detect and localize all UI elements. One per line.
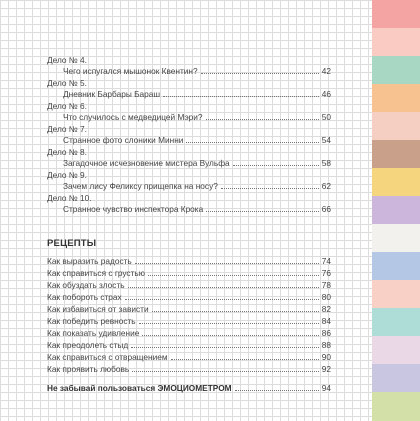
page-number: 74 [321, 256, 331, 266]
recipe-title: Как справиться с отвращением [47, 352, 168, 362]
toc-entry-case-4[interactable] [47, 55, 331, 77]
toc-case-subtitle: Странное фото слоники Минни [63, 135, 184, 145]
toc-case-subtitle: Зачем лису Феликсу прищепка на носу? [63, 181, 218, 191]
toc-case-subtitle: Что случилось с медведицей Мэри? [63, 112, 203, 122]
color-stripe [372, 308, 420, 337]
toc-case-title-text: Дело № 4. [47, 55, 87, 65]
toc-case-title-text: Дело № 8. [47, 147, 87, 157]
dot-leader [171, 352, 319, 360]
toc-entry-recipe[interactable] [47, 256, 331, 267]
toc-case-title-text: Дело № 7. [47, 124, 87, 134]
dot-leader [142, 328, 318, 336]
toc-case-title-text: Дело № 6. [47, 101, 87, 111]
toc-entry-recipe[interactable] [47, 268, 331, 279]
toc-entry-case-10[interactable] [47, 193, 331, 215]
toc-case-title [47, 55, 331, 66]
page-number: 88 [321, 340, 331, 350]
toc-entry-emotiometer[interactable] [47, 383, 331, 394]
color-stripe [372, 252, 420, 281]
toc-entry-recipe[interactable] [47, 280, 331, 291]
toc-entry-recipe[interactable] [47, 292, 331, 303]
page-number: 92 [321, 364, 331, 374]
emotiometer-title: Не забывай пользоваться ЭМОЦИОМЕТРОМ [47, 383, 232, 393]
color-stripe [372, 224, 420, 253]
color-stripes-edge [372, 0, 420, 420]
recipe-title: Как преодолеть стыд [47, 340, 129, 350]
dot-leader [221, 181, 319, 189]
dot-leader [235, 383, 319, 391]
toc-case-subtitle-line [47, 66, 331, 77]
recipe-title: Как обуздать злость [47, 280, 125, 290]
toc-case-title-text: Дело № 5. [47, 78, 87, 88]
toc-case-title [47, 193, 331, 204]
page-number: 80 [321, 292, 331, 302]
color-stripe [372, 196, 420, 225]
page-number: 58 [321, 158, 331, 168]
page-number: 82 [321, 304, 331, 314]
recipe-title: Как побороть страх [47, 292, 122, 302]
toc-case-subtitle: Загадочное исчезновение мистера Вульфа [63, 158, 230, 168]
dot-leader [206, 204, 319, 212]
toc-entry-recipe[interactable] [47, 352, 331, 363]
color-stripe [372, 336, 420, 365]
dot-leader [206, 112, 319, 120]
page-number: 54 [321, 135, 331, 145]
dot-leader [139, 316, 319, 324]
page-number: 84 [321, 316, 331, 326]
toc-case-title [47, 78, 331, 89]
recipe-title: Как избавиться от зависти [47, 304, 149, 314]
toc-entry-case-7[interactable] [47, 124, 331, 146]
page-number: 62 [321, 181, 331, 191]
dot-leader [148, 268, 319, 276]
toc-entry-case-6[interactable] [47, 101, 331, 123]
toc-entry-recipe[interactable] [47, 316, 331, 327]
recipe-title: Как выразить радость [47, 256, 132, 266]
toc-case-title [47, 170, 331, 181]
dot-leader [132, 364, 319, 372]
color-stripe [372, 392, 420, 421]
toc-entry-recipe[interactable] [47, 364, 331, 375]
recipes-heading: РЕЦЕПТЫ [47, 238, 97, 249]
toc-case-subtitle-line [47, 89, 331, 100]
color-stripe [372, 112, 420, 141]
toc-case-subtitle-line [47, 112, 331, 123]
color-stripe [372, 364, 420, 393]
toc-case-title [47, 147, 331, 158]
toc-case-subtitle: Странное чувство инспектора Крока [63, 204, 204, 214]
recipe-title: Как справиться с грустью [47, 268, 145, 278]
dot-leader [233, 158, 319, 166]
color-stripe [372, 0, 420, 29]
recipe-title: Как победить ревность [47, 316, 136, 326]
toc-entry-case-5[interactable] [47, 78, 331, 100]
dot-leader [186, 135, 318, 143]
page-number: 78 [321, 280, 331, 290]
toc-entry-case-9[interactable] [47, 170, 331, 192]
page-number: 46 [321, 89, 331, 99]
toc-case-subtitle: Чего испугался мышонок Квентин? [63, 66, 198, 76]
dot-leader [125, 292, 319, 300]
toc-case-subtitle-line [47, 181, 331, 192]
page-number: 42 [321, 66, 331, 76]
page-number: 90 [321, 352, 331, 362]
page-number: 66 [321, 204, 331, 214]
dot-leader [201, 66, 319, 74]
toc-case-title [47, 101, 331, 112]
color-stripe [372, 280, 420, 309]
dot-leader [128, 280, 319, 288]
dot-leader [131, 340, 319, 348]
toc-case-title [47, 124, 331, 135]
color-stripe [372, 140, 420, 169]
toc-entry-recipe[interactable] [47, 328, 331, 339]
color-stripe [372, 168, 420, 197]
recipe-title: Как проявить любовь [47, 364, 130, 374]
color-stripe [372, 84, 420, 113]
toc-case-subtitle-line [47, 158, 331, 169]
dot-leader [152, 304, 319, 312]
toc-case-subtitle: Дневник Барбары Бараш [63, 89, 161, 99]
dot-leader [163, 89, 319, 97]
toc-entry-recipe[interactable] [47, 304, 331, 315]
toc-case-title-text: Дело № 10. [47, 193, 92, 203]
toc-case-subtitle-line [47, 135, 331, 146]
toc-entry-recipe[interactable] [47, 340, 331, 351]
toc-case-title-text: Дело № 9. [47, 170, 87, 180]
toc-entry-case-8[interactable] [47, 147, 331, 169]
page-number: 76 [321, 268, 331, 278]
toc-case-subtitle-line [47, 204, 331, 215]
color-stripe [372, 56, 420, 85]
color-stripe [372, 28, 420, 57]
page-number: 86 [321, 328, 331, 338]
recipe-title: Как показать удивление [47, 328, 140, 338]
page-number: 50 [321, 112, 331, 122]
page-number: 94 [321, 383, 331, 393]
dot-leader [135, 256, 319, 264]
